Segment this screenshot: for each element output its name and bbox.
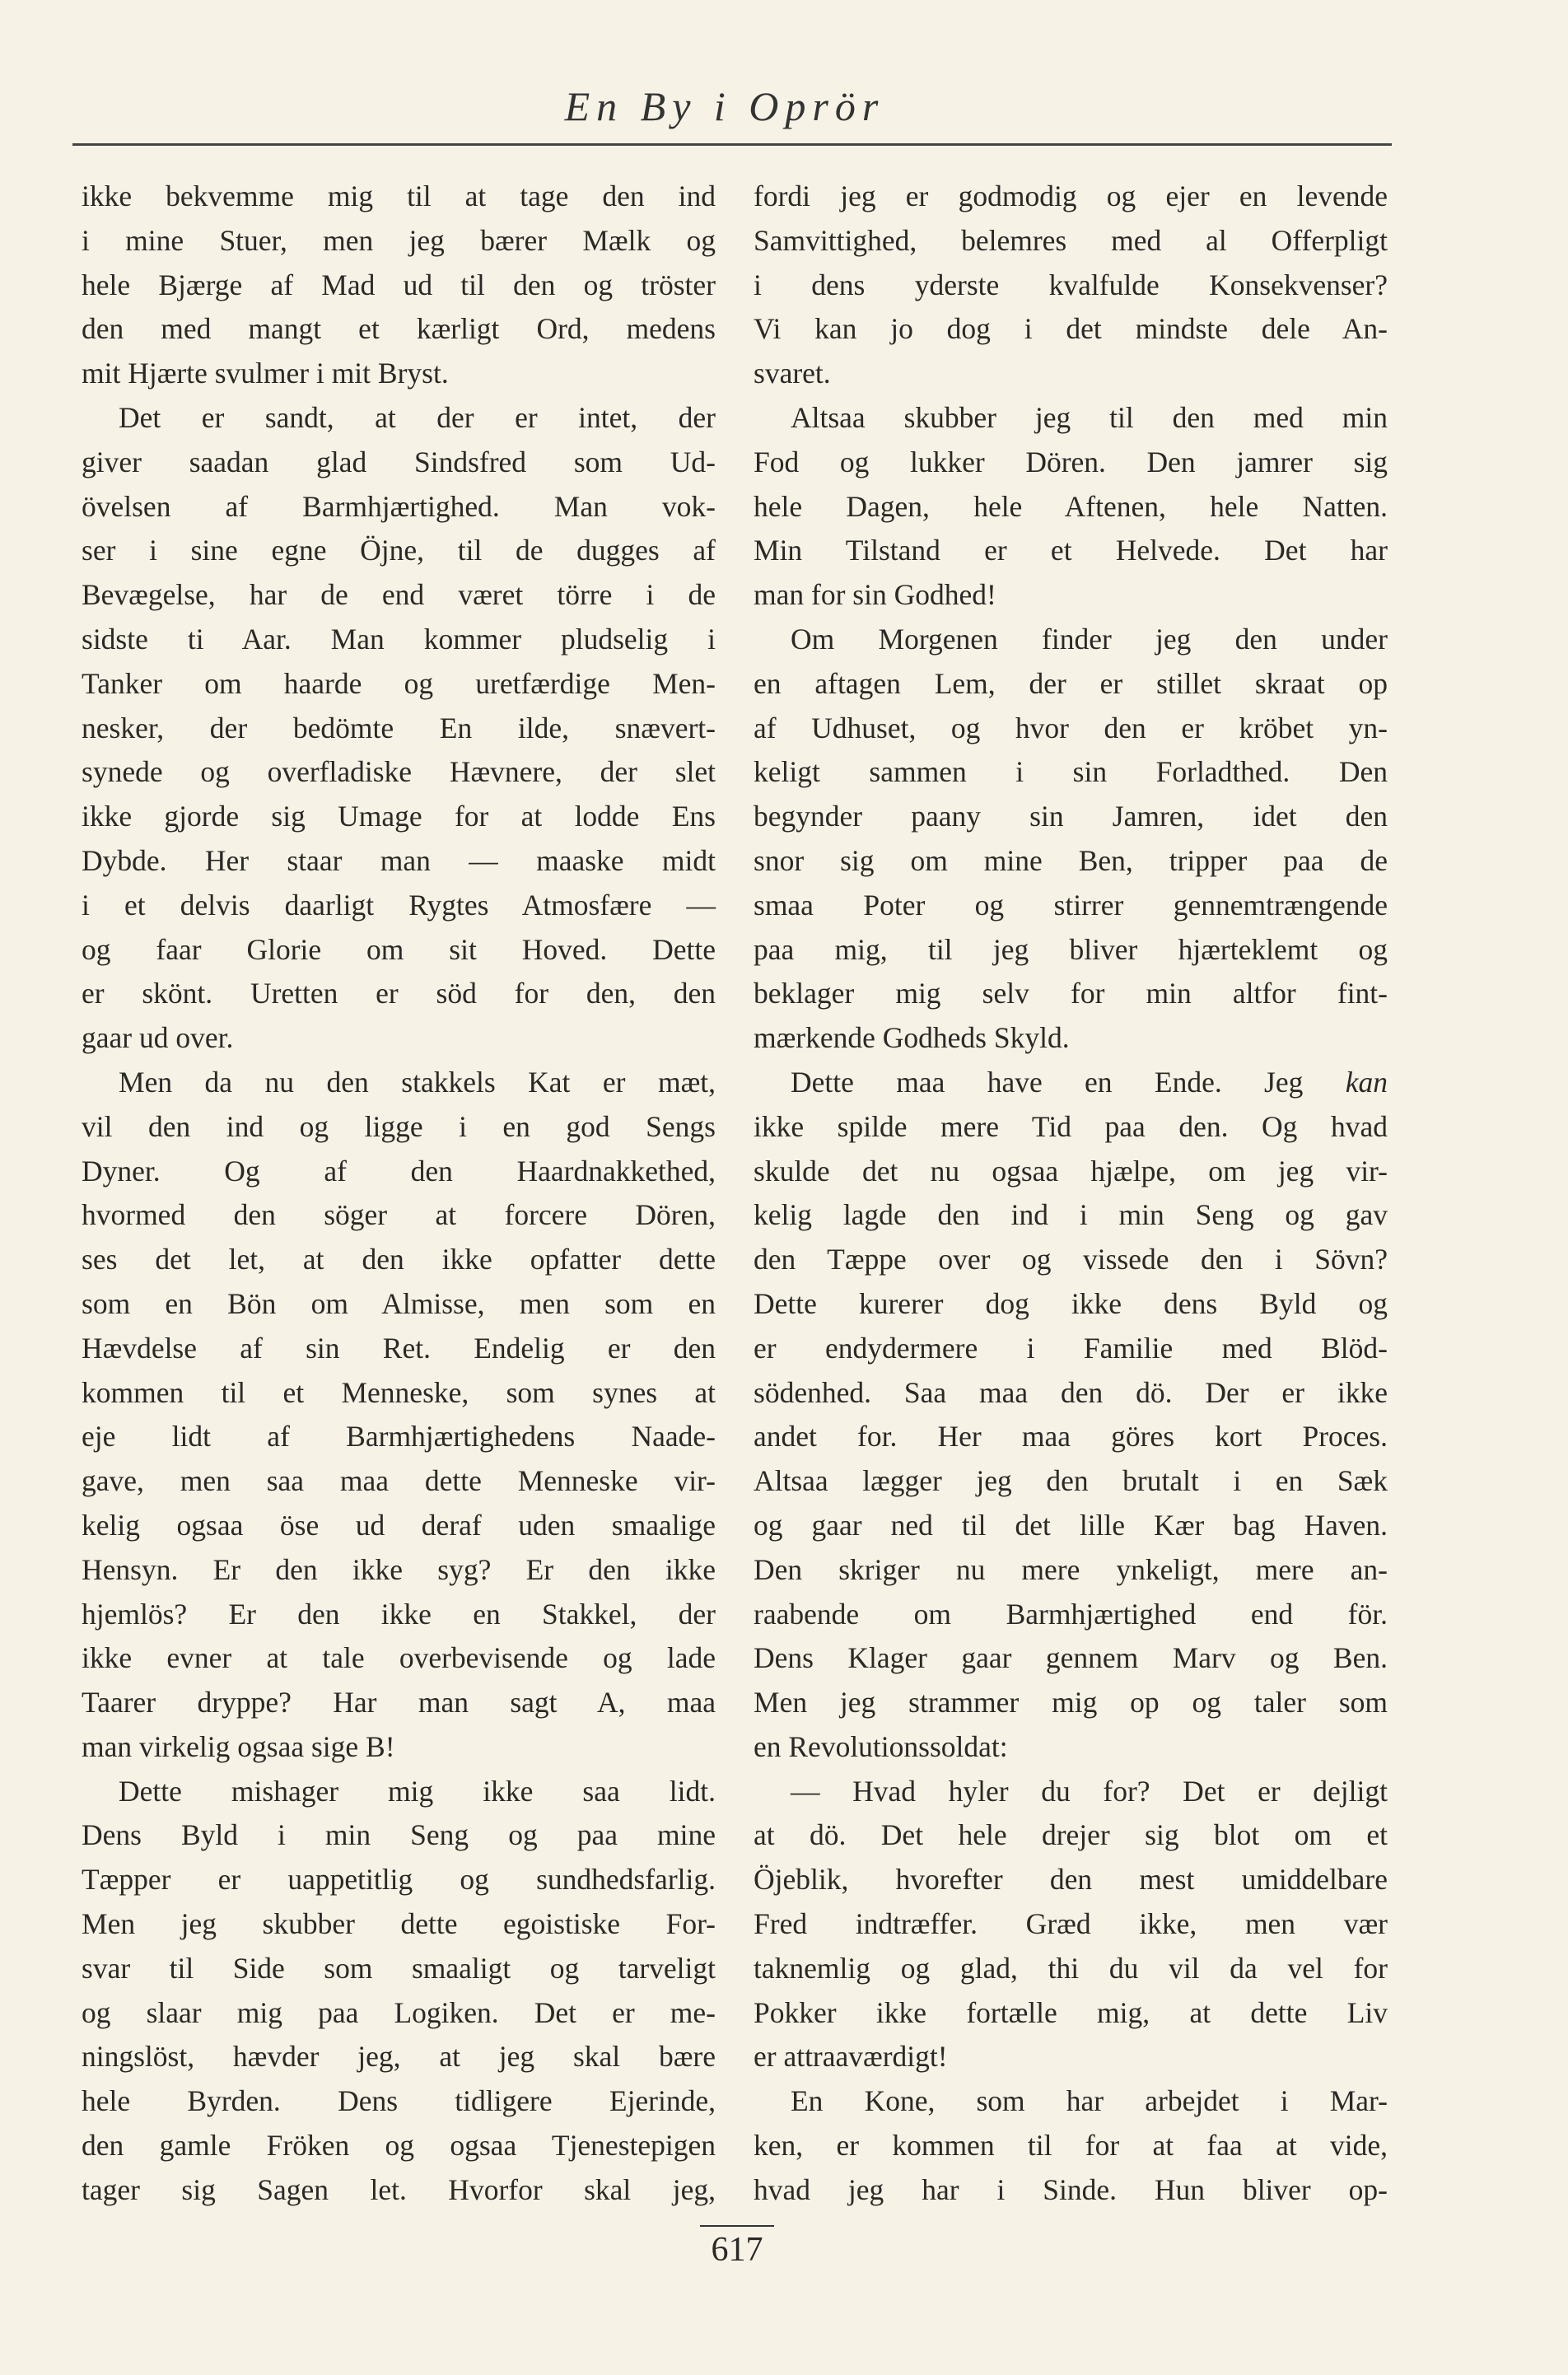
text-line [82,795,716,839]
line-text: Om Morgenen finder jeg den under [791,622,1388,656]
text-line [82,2079,716,2124]
text-line [754,1061,1388,1105]
text-line [82,662,716,707]
line-text: Altsaa lægger jeg den brutalt i en Sæk [754,1464,1388,1498]
text-line [82,2035,716,2079]
line-text: Den skriger nu mere ynkeligt, mere an- [754,1552,1388,1586]
text-line [754,1016,1388,1061]
text-line [754,618,1388,662]
line-text: Hævdelse af sin Ret. Endelig er den [82,1331,716,1365]
text-line [754,352,1388,396]
line-text: Men jeg strammer mig op og taler som [754,1686,1388,1719]
text-line [754,1858,1388,1902]
text-line [82,396,716,441]
text-line [754,441,1388,485]
line-text: hele Bjærge af Mad ud til den og tröster [82,268,716,301]
emphasized-word: kan [1345,1065,1388,1099]
running-title: En By i Oprör [564,83,885,129]
text-line [82,1858,716,1902]
text-line [754,662,1388,707]
text-line [754,1327,1388,1371]
text-line [82,1593,716,1637]
text-line [82,1504,716,1548]
text-line [754,2035,1388,2079]
line-text: nesker, der bedömte En ilde, snævert- [82,711,716,744]
line-text: som en Bön om Almisse, men som en [82,1286,716,1320]
line-text: Dyner. Og af den Haardnakkethed, [82,1154,716,1188]
text-line [82,1061,716,1105]
line-text: Vi kan jo dog i det mindste dele An- [754,312,1388,346]
line-text: kelig ogsaa öse ud deraf uden smaalige [82,1508,716,1542]
line-text: gave, men saa maa dette Menneske vir- [82,1464,716,1498]
line-text: hele Byrden. Dens tidligere Ejerinde, [82,2084,716,2118]
line-text: Men da nu den stakkels Kat er mæt, [119,1065,716,1099]
text-line [754,529,1388,573]
line-text: begynder paany sin Jamren, idet den [754,800,1388,833]
line-text: svaret. [754,357,831,390]
text-line [754,1991,1388,2036]
text-line [754,1371,1388,1416]
text-line [754,1681,1388,1725]
text-line [754,1548,1388,1593]
line-text: skulde det nu ogsaa hjælpe, om jeg vir- [754,1154,1388,1188]
text-line [754,1282,1388,1327]
text-line [82,750,716,795]
line-text: Fred indtræffer. Græd ikke, men vær [754,1907,1388,1941]
page-number: 617 [711,2231,763,2269]
line-text: Pokker ikke fortælle mig, at dette Liv [754,1995,1388,2029]
line-text: keligt sammen i sin Forladthed. Den [754,755,1388,789]
text-line [754,485,1388,530]
line-text: Hensyn. Er den ikke syg? Er den ikke [82,1552,716,1586]
line-text: gaar ud over. [82,1021,234,1055]
line-text: hele Dagen, hele Aftenen, hele Natten. [754,489,1388,523]
text-line [82,1947,716,1991]
line-text: at dö. Det hele drejer sig blot om et [754,1818,1388,1852]
line-text: Dette maa have en Ende. Jeg [791,1065,1346,1099]
line-text: kommen til et Menneske, som synes at [82,1375,716,1409]
line-text: hjemlös? Er den ikke en Stakkel, der [82,1597,716,1631]
line-text: og gaar ned til det lille Kær bag Haven. [754,1508,1388,1542]
text-line [82,884,716,928]
text-line [754,1813,1388,1858]
line-text: ikke gjorde sig Umage for at lodde Ens [82,800,716,833]
text-line [754,1150,1388,1194]
text-line [754,175,1388,219]
text-line [754,219,1388,264]
line-text: taknemlig og glad, thi du vil da vel for [754,1951,1388,1985]
text-line [754,1193,1388,1238]
left-column [82,175,716,2213]
text-line [82,1282,716,1327]
text-line [82,839,716,884]
text-line [82,1813,716,1858]
text-line [82,2168,716,2213]
line-text: og slaar mig paa Logiken. Det er me- [82,1995,716,2029]
text-line [754,1902,1388,1947]
line-text: den Tæppe over og vissede den i Sövn? [754,1243,1388,1276]
line-text: man for sin Godhed! [754,578,996,612]
text-line [754,1105,1388,1150]
text-line [82,1016,716,1061]
line-text: Det er sandt, at der er intet, der [119,400,716,434]
text-line [82,618,716,662]
line-text: raabende om Barmhjærtighed end för. [754,1597,1388,1631]
line-text: den gamle Fröken og ogsaa Tjenestepigen [82,2129,716,2163]
line-text: Samvittighed, belemres med al Offerpligt [754,223,1388,257]
text-line [82,1238,716,1282]
line-text: man virkelig ogsaa sige B! [82,1729,395,1763]
line-text: fordi jeg er godmodig og ejer en levende [754,180,1388,212]
text-line [754,1636,1388,1681]
text-line [754,264,1388,308]
line-text: vil den ind og ligge i en god Sengs [82,1109,716,1143]
text-line [82,529,716,573]
text-line [82,175,716,219]
line-text: en aftagen Lem, der er stillet skraat op [754,666,1388,700]
line-text: ser i sine egne Öjne, til de dugges af [82,534,716,567]
text-line [82,2124,716,2168]
page-number-rule [700,2225,774,2227]
line-text: svar til Side som smaaligt og tarveligt [82,1951,716,1985]
text-line [82,1902,716,1947]
text-line [82,1105,716,1150]
line-text: andet for. Her maa göres kort Proces. [754,1420,1388,1453]
text-line [754,750,1388,795]
text-line [754,972,1388,1016]
line-text: — Hvad hyler du for? Det er dejligt [791,1774,1388,1808]
text-line [754,396,1388,441]
text-line [82,1415,716,1459]
line-text: synede og overfladiske Hævnere, der slet [82,755,716,789]
line-text: Dette kurerer dog ikke dens Byld og [754,1286,1388,1320]
text-line [754,573,1388,618]
right-column [754,175,1388,2213]
line-text: tager sig Sagen let. Hvorfor skal jeg, [82,2172,716,2206]
line-text: den med mangt et kærligt Ord, medens [82,312,716,346]
line-text: Dette mishager mig ikke saa lidt. [119,1774,716,1808]
line-text: smaa Poter og stirrer gennemtrængende [754,888,1388,922]
text-line [82,1548,716,1593]
line-text: mit Hjærte svulmer i mit Bryst. [82,357,449,390]
line-text: Dybde. Her staar man — maaske midt [82,843,716,877]
line-text: snor sig om mine Ben, tripper paa de [754,843,1388,877]
text-line [754,928,1388,973]
line-text: Dens Byld i min Seng og paa mine [82,1818,716,1852]
line-text: södenhed. Saa maa den dö. Der er ikke [754,1375,1388,1409]
line-text: ikke spilde mere Tid paa den. Og hvad [754,1109,1388,1143]
line-text: Tæpper er uappetitlig og sundhedsfarlig. [82,1863,716,1897]
text-line [82,264,716,308]
text-line [754,1725,1388,1770]
line-text: af Udhuset, og hvor den er kröbet yn- [754,711,1388,744]
line-text: i et delvis daarligt Rygtes Atmosfære — [82,888,716,922]
text-line [754,1504,1388,1548]
text-line [82,1193,716,1238]
line-text: hvad jeg har i Sinde. Hun bliver op- [754,2172,1388,2206]
line-text: ses det let, at den ikke opfatter dette [82,1243,716,1276]
line-text: og faar Glorie om sit Hoved. Dette [82,932,716,966]
text-line [82,219,716,264]
line-text: paa mig, til jeg bliver hjærteklemt og [754,932,1388,966]
text-line [754,1770,1388,1814]
header-rule [72,143,1392,146]
line-text: mærkende Godheds Skyld. [754,1021,1070,1055]
text-line [82,441,716,485]
line-text: Tanker om haarde og uretfærdige Men- [82,666,716,700]
line-text: en Revolutionssoldat: [754,1729,1008,1763]
text-line [754,1947,1388,1991]
line-text: er skönt. Uretten er söd for den, den [82,977,716,1010]
line-text: En Kone, som har arbejdet i Mar- [791,2084,1388,2118]
text-line [82,1371,716,1416]
text-line [82,1327,716,1371]
line-text: Men jeg skubber dette egoistiske For- [82,1907,716,1941]
line-text: kelig lagde den ind i min Seng og gav [754,1198,1388,1232]
line-text: ningslöst, hævder jeg, at jeg skal bære [82,2040,716,2074]
text-line [82,1459,716,1504]
line-text: Min Tilstand er et Helvede. Det har [754,534,1388,567]
text-line [754,839,1388,884]
text-line [82,928,716,973]
text-line [82,1150,716,1194]
text-line [754,1459,1388,1504]
line-text: Taarer dryppe? Har man sagt A, maa [82,1686,716,1719]
text-line [754,884,1388,928]
text-line [82,307,716,352]
line-text: sidste ti Aar. Man kommer pludselig i [82,622,716,656]
line-text: er attraaværdigt! [754,2040,948,2074]
line-text: i mine Stuer, men jeg bærer Mælk og [82,223,716,257]
text-line [82,352,716,396]
text-line [754,307,1388,352]
text-line [82,485,716,530]
text-line [82,573,716,618]
line-text: Dens Klager gaar gennem Marv og Ben. [754,1641,1388,1675]
line-text: eje lidt af Barmhjærtighedens Naade- [82,1420,716,1453]
line-text: er endydermere i Familie med Blöd- [754,1331,1388,1365]
text-line [754,707,1388,751]
line-text: Bevægelse, har de end været törre i de [82,578,716,612]
line-text: ikke evner at tale overbevisende og lade [82,1641,716,1675]
text-line [754,1593,1388,1637]
text-line [754,1238,1388,1282]
text-line [82,1681,716,1725]
text-line [82,1636,716,1681]
line-text: Altsaa skubber jeg til den med min [791,400,1388,434]
line-text: beklager mig selv for min altfor fint- [754,977,1388,1010]
line-text: giver saadan glad Sindsfred som Ud- [82,445,716,478]
line-text: Fod og lukker Dören. Den jamrer sig [754,445,1388,478]
text-line [82,1770,716,1814]
text-line [82,972,716,1016]
line-text: ken, er kommen til for at faa at vide, [754,2129,1388,2163]
text-line [82,1725,716,1770]
text-line [754,1415,1388,1459]
text-line [754,795,1388,839]
line-text: övelsen af Barmhjærtighed. Man vok- [82,489,716,523]
line-text: ikke bekvemme mig til at tage den ind [82,180,716,212]
line-text: Öjeblik, hvorefter den mest umiddelbare [754,1863,1388,1897]
line-text: hvormed den söger at forcere Dören, [82,1198,716,1232]
text-line [754,2124,1388,2168]
line-text: i dens yderste kvalfulde Konsekvenser? [754,268,1388,301]
text-line [754,2079,1388,2124]
text-line [82,1991,716,2036]
text-line [754,2168,1388,2213]
text-line [82,707,716,751]
